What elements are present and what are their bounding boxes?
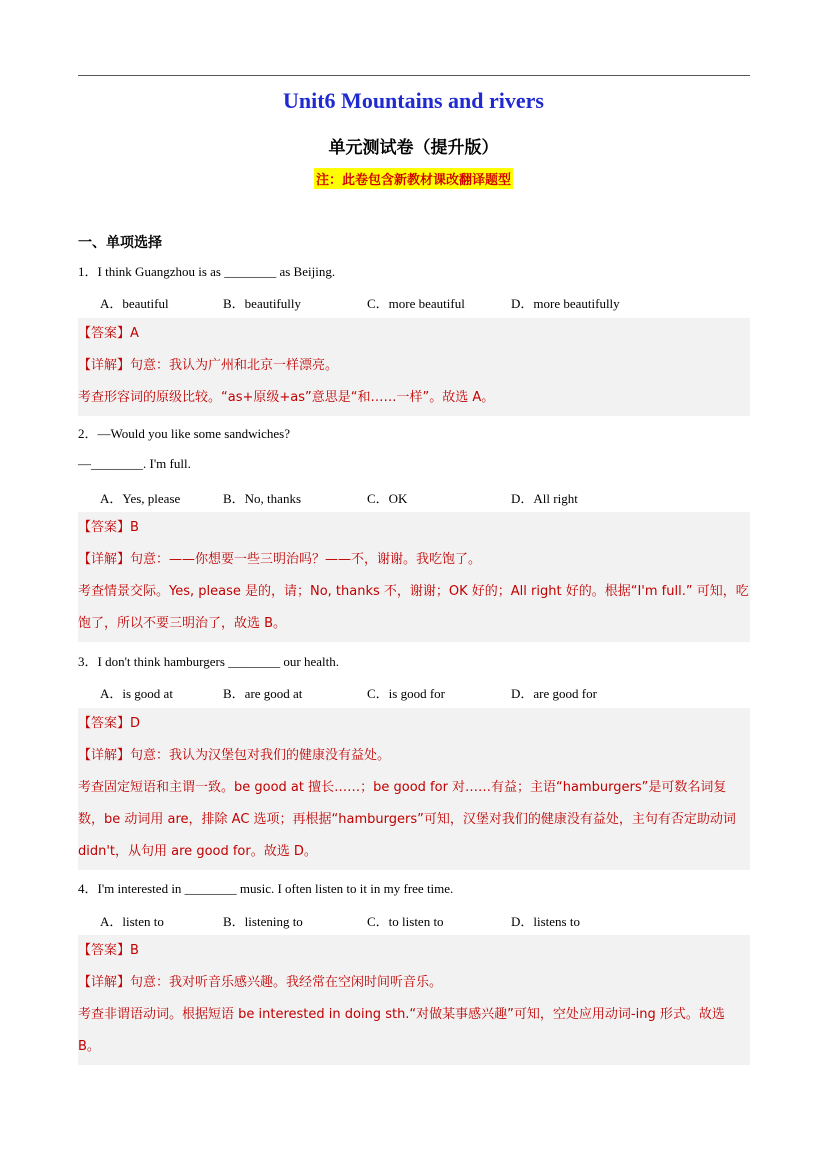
detail-text: 【详解】句意：——你想要一些三明治吗？——不，谢谢。我吃饱了。 (78, 552, 482, 567)
answer-label: 【答案】A (78, 326, 139, 341)
option-b: B．listening to (223, 914, 303, 929)
explanation-text: 考查形容词的原级比较。“as+原级+as”意思是“和……一样”。故选 A。 (78, 390, 495, 405)
option-a: A．beautiful (100, 296, 169, 311)
question-2-response: —________. I'm full. (78, 456, 191, 471)
answer-box-4 (78, 935, 750, 1065)
document-subtitle: 单元测试卷（提升版） (328, 138, 499, 158)
option-c: C．OK (367, 491, 408, 506)
option-d: D．All right (511, 491, 578, 506)
option-c: C．more beautiful (367, 296, 465, 311)
question-4-stem: 4．I'm interested in ________ music. I often listen to it in my free time. (78, 881, 454, 896)
option-c: C．to listen to (367, 914, 444, 929)
answer-label: 【答案】B (78, 943, 139, 958)
answer-box-3 (78, 708, 750, 870)
explanation-text: 考查情景交际。Yes, please 是的，请；No, thanks 不，谢谢；OK 好的；All right 好的。根据“I'm full.” 可知，吃饱了，所以不要三明治了，故选 B。 (78, 584, 749, 631)
answer-label: 【答案】B (78, 520, 139, 535)
answer-label: 【答案】D (78, 716, 141, 731)
option-b: B．beautifully (223, 296, 301, 311)
option-a: A．listen to (100, 914, 164, 929)
explanation-text: 考查固定短语和主谓一致。be good at 擅长……；be good for 对……有益；主语“hamburgers”是可数名词复数，be 动词用 are，排除 AC 选项；再根据“hamburgers”可知，汉堡对我们的健康没有益处，主句有否定助动词 didn't，从句用 are good for。故选 D。 (78, 780, 736, 859)
answer-box-2 (78, 512, 750, 642)
question-2-stem: 2．—Would you like some sandwiches? (78, 426, 290, 441)
option-a: A．Yes, please (100, 491, 181, 506)
explanation-text: 考查非谓语动词。根据短语 be interested in doing sth.“对做某事感兴趣”可知，空处应用动词-ing 形式。故选 B。 (78, 1007, 725, 1054)
option-b: B．No, thanks (223, 491, 302, 506)
section-heading: 一、单项选择 (78, 235, 162, 251)
option-a: A．is good at (100, 686, 173, 701)
highlight-note: 注：此卷包含新教材课改翻译题型 (314, 168, 513, 189)
option-c: C．is good for (367, 686, 446, 701)
answer-box-1 (78, 318, 750, 416)
detail-text: 【详解】句意：我认为汉堡包对我们的健康没有益处。 (78, 748, 391, 763)
question-3-stem: 3．I don't think hamburgers ________ our health. (78, 654, 339, 669)
document-title: Unit6 Mountains and rivers (283, 88, 544, 113)
question-1-stem: 1．I think Guangzhou is as ________ as Beijing. (78, 264, 336, 279)
option-d: D．more beautifully (511, 296, 620, 311)
option-d: D．listens to (511, 914, 580, 929)
detail-text: 【详解】句意：我对听音乐感兴趣。我经常在空闲时间听音乐。 (78, 975, 443, 990)
option-b: B．are good at (223, 686, 303, 701)
detail-text: 【详解】句意：我认为广州和北京一样漂亮。 (78, 358, 339, 373)
header-rule (78, 75, 750, 76)
option-d: D．are good for (511, 686, 597, 701)
